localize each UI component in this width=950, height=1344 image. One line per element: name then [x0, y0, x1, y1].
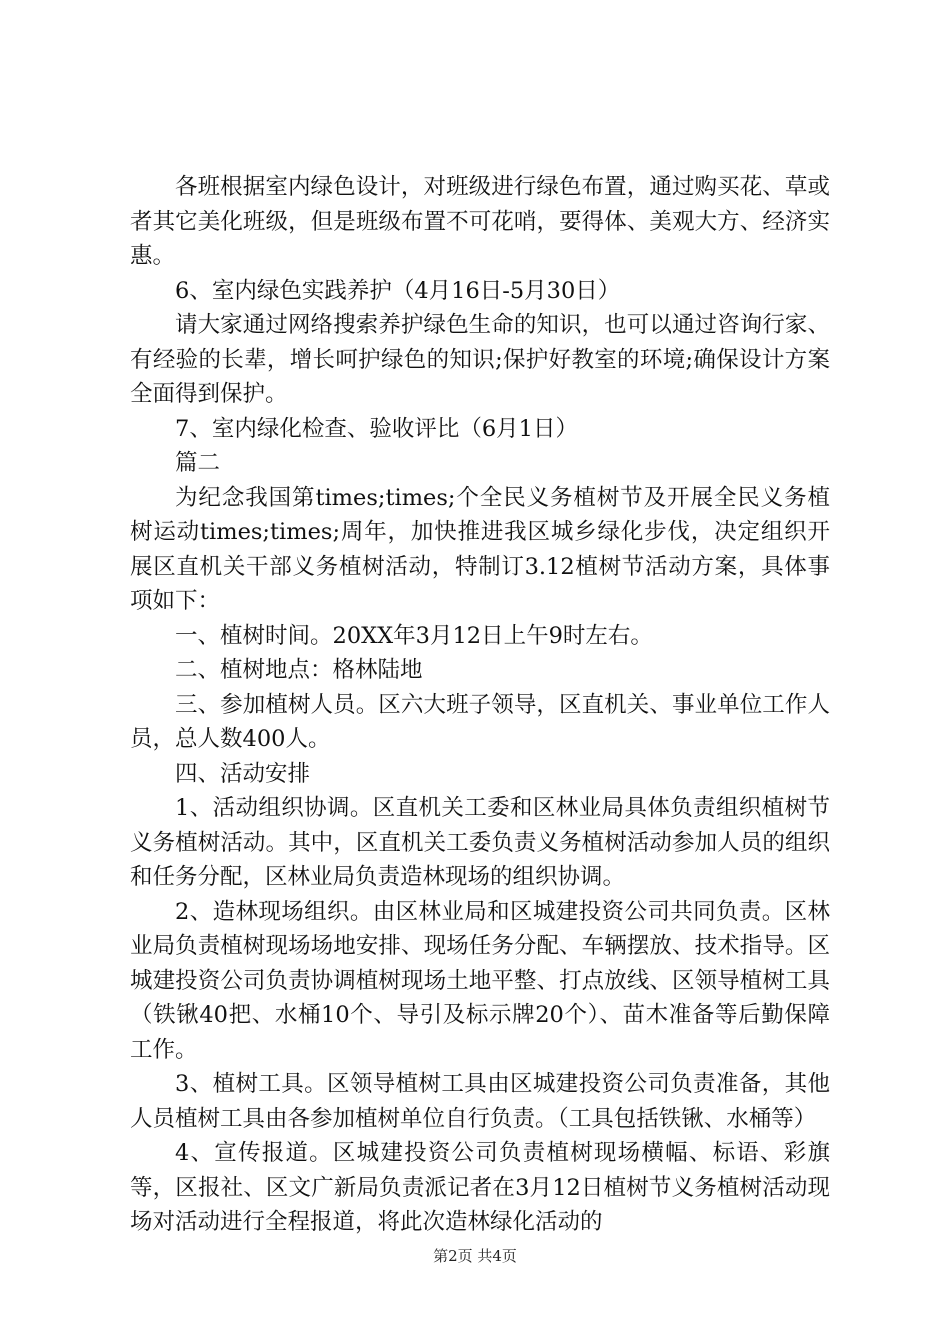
paragraph-maintenance-knowledge: 请大家通过网络搜索养护绿色生命的知识，也可以通过咨询行家、有经验的长辈，增长呵护绿色的知识;保护好教室的环境;确保设计方案全面得到保护。: [130, 312, 830, 407]
document-body: [130, 170, 830, 1240]
item-planting-time: 一、植树时间。20XX年3月12日上午9时左右。: [175, 622, 653, 649]
paragraph-class-green-decoration: 各班根据室内绿色设计，对班级进行绿色布置，通过购买花、草或者其它美化班级，但是班级布置不可花哨，要得体、美观大方、经济实惠。: [130, 174, 830, 269]
page-number-footer: 第2页 共4页: [433, 1247, 517, 1265]
heading-activity-arrangement: 四、活动安排: [175, 760, 311, 787]
paragraph-tree-planting-intro: 为纪念我国第times;times;个全民义务植树节及开展全民义务植树运动times;times;周年，加快推进我区城乡绿化步伐，决定组织开展区直机关干部义务植树活动，特制订3.12植树节活动方案，具体事项如下：: [130, 484, 830, 614]
item-planting-tools: 3、植树工具。区领导植树工具由区城建投资公司负责准备，其他人员植树工具由各参加植树单位自行负责。（工具包括铁锹、水桶等）: [130, 1071, 830, 1132]
heading-part-two: 篇二: [175, 450, 221, 476]
item-organization-coordination: 1、活动组织协调。区直机关工委和区林业局具体负责组织植树节义务植树活动。其中，区直机关工委负责义务植树活动参加人员的组织和任务分配，区林业局负责造林现场的组织协调。: [130, 795, 830, 890]
item-publicity-report: 4、宣传报道。区城建投资公司负责植树现场横幅、标语、彩旗等，区报社、区文广新局负责派记者在3月12日植树节义务植树活动现场对活动进行全程报道，将此次造林绿化活动的: [130, 1140, 830, 1235]
heading-inspection-evaluation: 7、室内绿化检查、验收评比（6月1日）: [175, 415, 578, 442]
item-participants: 三、参加植树人员。区六大班子领导，区直机关、事业单位工作人员，总人数400人。: [130, 691, 830, 752]
item-site-organization: 2、造林现场组织。由区林业局和区城建投资公司共同负责。区林业局负责植树现场场地安排、现场任务分配、车辆摆放、技术指导。区城建投资公司负责协调植树现场土地平整、打点放线、区领导植树工具（铁锹40把、水桶10个、导引及标示牌20个）、苗木准备等后勤保障工作。: [130, 898, 830, 1063]
item-planting-location: 二、植树地点：格林陆地: [175, 657, 423, 683]
heading-indoor-green-maintenance: 6、室内绿色实践养护（4月16日-5月30日）: [175, 277, 621, 304]
